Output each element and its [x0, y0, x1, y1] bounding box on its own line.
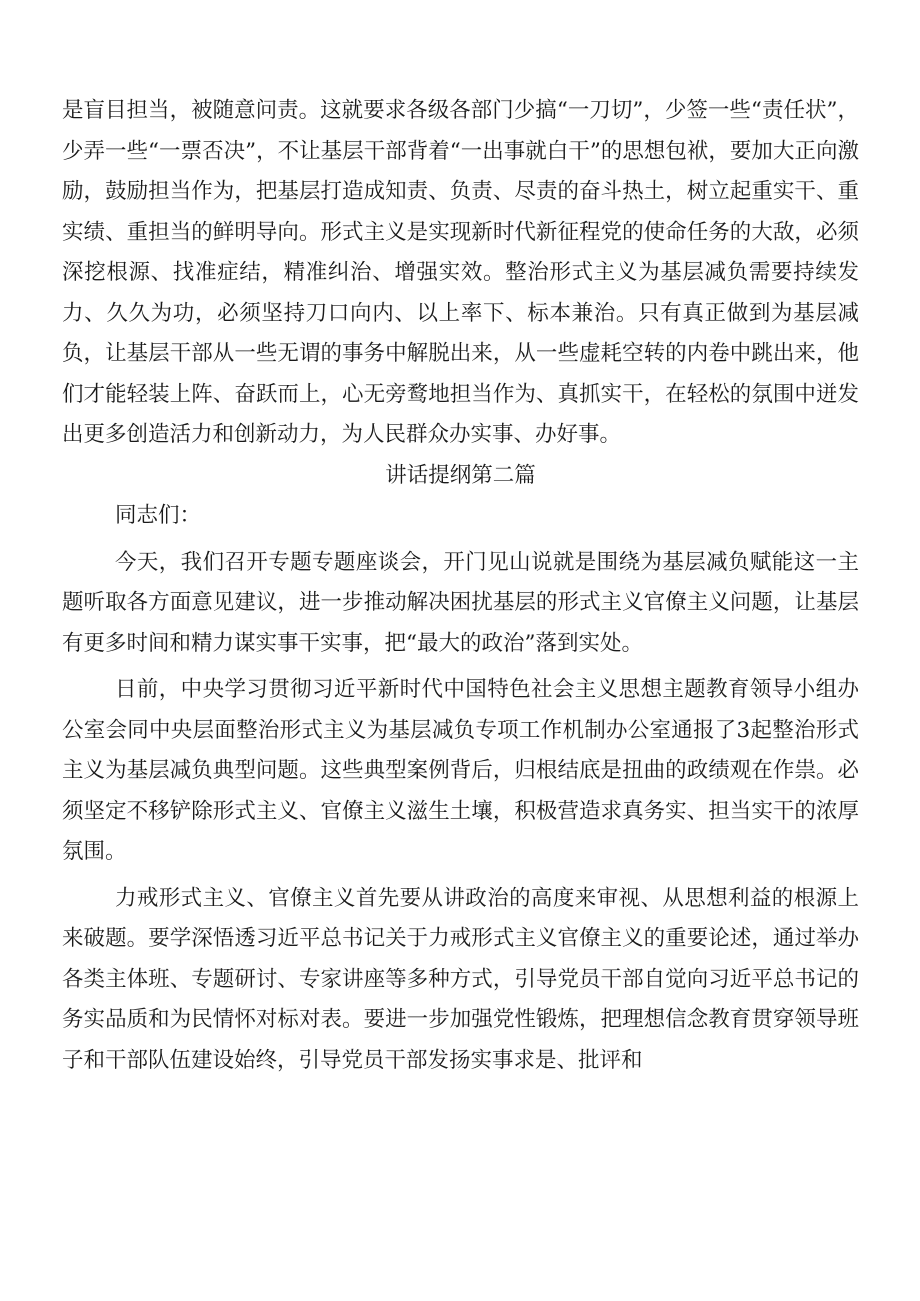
greeting: 同志们：	[115, 503, 202, 528]
paragraph-measures: 力戒形式主义、官僚主义首先要从讲政治的高度来审视、从思想利益的根源上来破题。要学深悟透习近平总书记关于力戒形式主义官僚主义的重要论述，通过举办各类主体班、专题研讨、专家讲座等多种方式，引导党员干部自觉向习近平总书记的务实品质和为民情怀对标对表。要进一步加强党性锻炼，把理想信念教育贯穿领导班子和干部队伍建设始终，引导党员干部发扬实事求是、批评和	[62, 885, 859, 1073]
section-title: 讲话提纲第二篇	[385, 462, 536, 488]
continued-paragraph: 是盲目担当，被随意问责。这就要求各级各部门少搞“一刀切”，少签一些“责任状”，少弄一些“一票否决”，不让基层干部背着“一出事就白干”的思想包袱，要加大正向激励，鼓励担当作为，把基层打造成知责、负责、尽责的奋斗热土，树立起重实干、重实绩、重担当的鲜明导向。形式主义是实现新时代新征程党的使命任务的大敌，必须深挖根源、找准症结，精准纠治、增强实效。整治形式主义为基层减负需要持续发力、久久为功，必须坚持刀口向内、以上率下、标本兼治。只有真正做到为基层减负，让基层干部从一些无谓的事务中解脱出来，从一些虚耗空转的内卷中跳出来，他们才能轻装上阵、奋跃而上，心无旁鹜地担当作为、真抓实干，在轻松的氛围中迸发出更多创造活力和创新动力，为人民群众办实事、办好事。	[62, 98, 859, 447]
paragraph-opening: 今天，我们召开专题专题座谈会，开门见山说就是围绕为基层减负赋能这一主题听取各方面意见建议，进一步推动解决困扰基层的形式主义官僚主义问题，让基层有更多时间和精力谋实事干实事，把“最大的政治”落到实处。	[62, 549, 859, 656]
document-body	[62, 91, 859, 1081]
paragraph-notice: 日前，中央学习贯彻习近平新时代中国特色社会主义思想主题教育领导小组办公室会同中央层面整治形式主义为基层减负专项工作机制办公室通报了3起整治形式主义为基层减负典型问题。这些典型案例背后，归根结底是扭曲的政绩观在作祟。必须坚定不移铲除形式主义、官僚主义滋生土壤，积极营造求真务实、担当实干的浓厚氛围。	[62, 677, 859, 864]
